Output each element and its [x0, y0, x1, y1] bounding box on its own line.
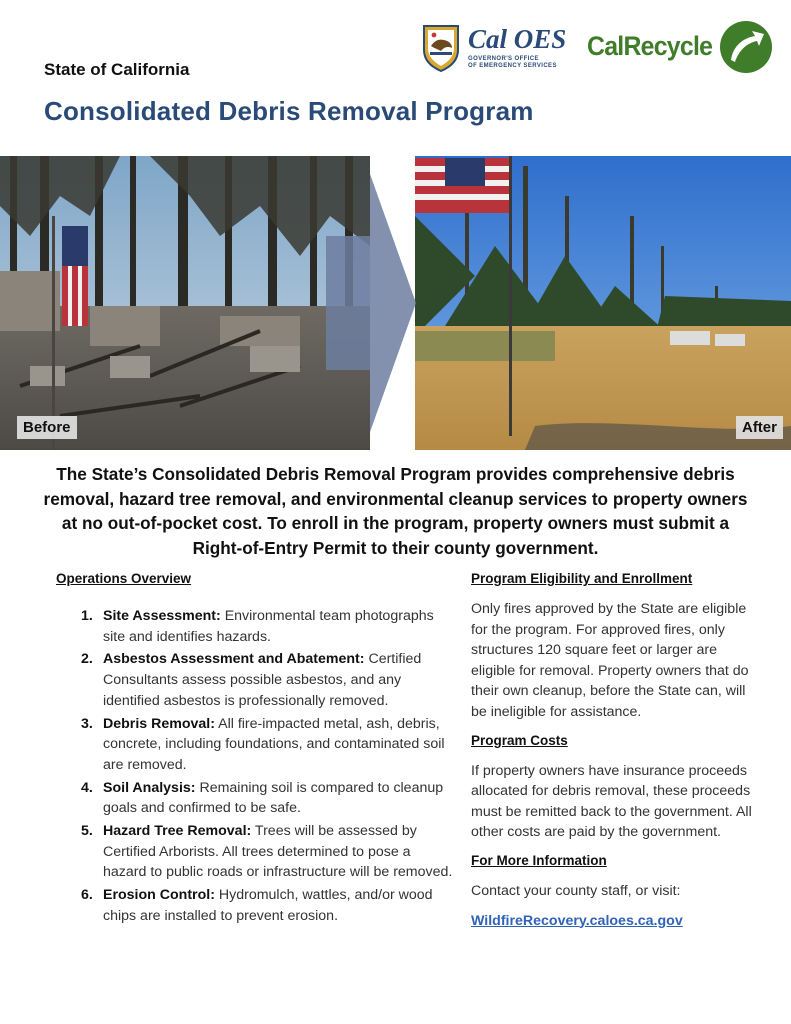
list-item	[81, 778, 456, 819]
list-number: 5.	[81, 823, 93, 840]
caloes-name: Cal OES	[468, 24, 567, 54]
state-label: State of California	[44, 60, 190, 79]
eligibility-heading: Program Eligibility and Enrollment	[471, 571, 693, 586]
after-label: After	[736, 416, 783, 439]
operations-list	[56, 606, 456, 927]
more-info-text: Contact your county staff, or visit:	[471, 882, 681, 899]
caloes-sub-line1: GOVERNOR'S OFFICE	[468, 56, 539, 62]
list-item	[81, 606, 456, 647]
before-label: Before	[17, 416, 77, 439]
costs-heading: Program Costs	[471, 732, 568, 748]
caloes-subtitle	[468, 56, 557, 70]
operations-heading: Operations Overview	[56, 571, 192, 586]
list-number: 2.	[81, 651, 93, 668]
list-item-title: Site Assessment:	[103, 608, 221, 624]
list-item	[81, 649, 456, 711]
page-title: Consolidated Debris Removal Program	[44, 96, 534, 126]
costs-text: If property owners have insurance proceeds allocated for debris removal, these proceeds must be remitted back to the government. All other costs are paid by the government.	[471, 762, 752, 841]
list-item-title: Asbestos Assessment and Abatement:	[103, 651, 365, 668]
more-info-heading: For More Information	[471, 852, 607, 868]
list-number: 1.	[81, 608, 93, 624]
wildfire-recovery-link[interactable]: WildfireRecovery.caloes.ca.gov	[471, 912, 683, 929]
before-burned-site-image	[0, 156, 370, 450]
operations-column	[56, 571, 456, 929]
list-item	[81, 885, 456, 926]
list-item	[81, 821, 456, 883]
info-column	[471, 571, 761, 929]
caloes-sub-line2: OF EMERGENCY SERVICES	[468, 63, 557, 69]
intro-paragraph: The State’s Consolidated Debris Removal Program provides comprehensive debris removal, hazard tree removal, and environmental cleanup services to property owners at no out-of-pocket cost. To enroll in the program, property owners must submit a Right-of-Entry Permit to their county government.	[43, 464, 748, 558]
calrecycle-logo	[587, 20, 777, 76]
calrecycle-name: CalRecycle	[587, 31, 713, 61]
list-item	[81, 714, 456, 776]
list-item-text: Hydromulch, wattles, and/or wood chips are installed to prevent erosion.	[103, 887, 433, 924]
eligibility-text: Only fires approved by the State are eligible for the program. For approved fires, only structures 120 square feet or larger are eligible for removal. Property owners that do their own cleanup, before the State can, will be ineligible for assistance.	[471, 601, 749, 720]
caloes-seal-icon	[422, 24, 460, 72]
before-photo	[0, 156, 370, 450]
list-item-title: Soil Analysis:	[103, 779, 196, 796]
flag-icon	[62, 226, 88, 326]
list-number: 6.	[81, 887, 93, 904]
list-number: 4.	[81, 779, 93, 796]
list-item-title: Debris Removal:	[103, 715, 215, 732]
list-item-title: Hazard Tree Removal:	[103, 823, 252, 840]
transition-arrow-icon	[326, 156, 446, 450]
recycle-arrow-icon	[719, 20, 773, 74]
list-item-text: Trees will be assessed by Certified Arborists. All trees determined to pose a hazard to public roads or infrastructure will be removed.	[103, 823, 453, 881]
after-cleared-site-image	[415, 156, 791, 450]
after-photo	[415, 156, 791, 450]
caloes-logo	[422, 24, 567, 76]
list-item-text: Environmental team photographs site and identifies hazards.	[103, 608, 434, 645]
list-item-text: Certified Consultants assess possible asbestos, and any identified asbestos is professionally removed.	[103, 651, 422, 709]
list-number: 3.	[81, 715, 93, 732]
list-item-text: All fire-impacted metal, ash, debris, concrete, including foundations, and contaminated soil are removed.	[103, 715, 445, 773]
list-item-text: Remaining soil is compared to cleanup goals and confirmed to be safe.	[103, 779, 444, 817]
list-item-title: Erosion Control:	[103, 887, 215, 904]
